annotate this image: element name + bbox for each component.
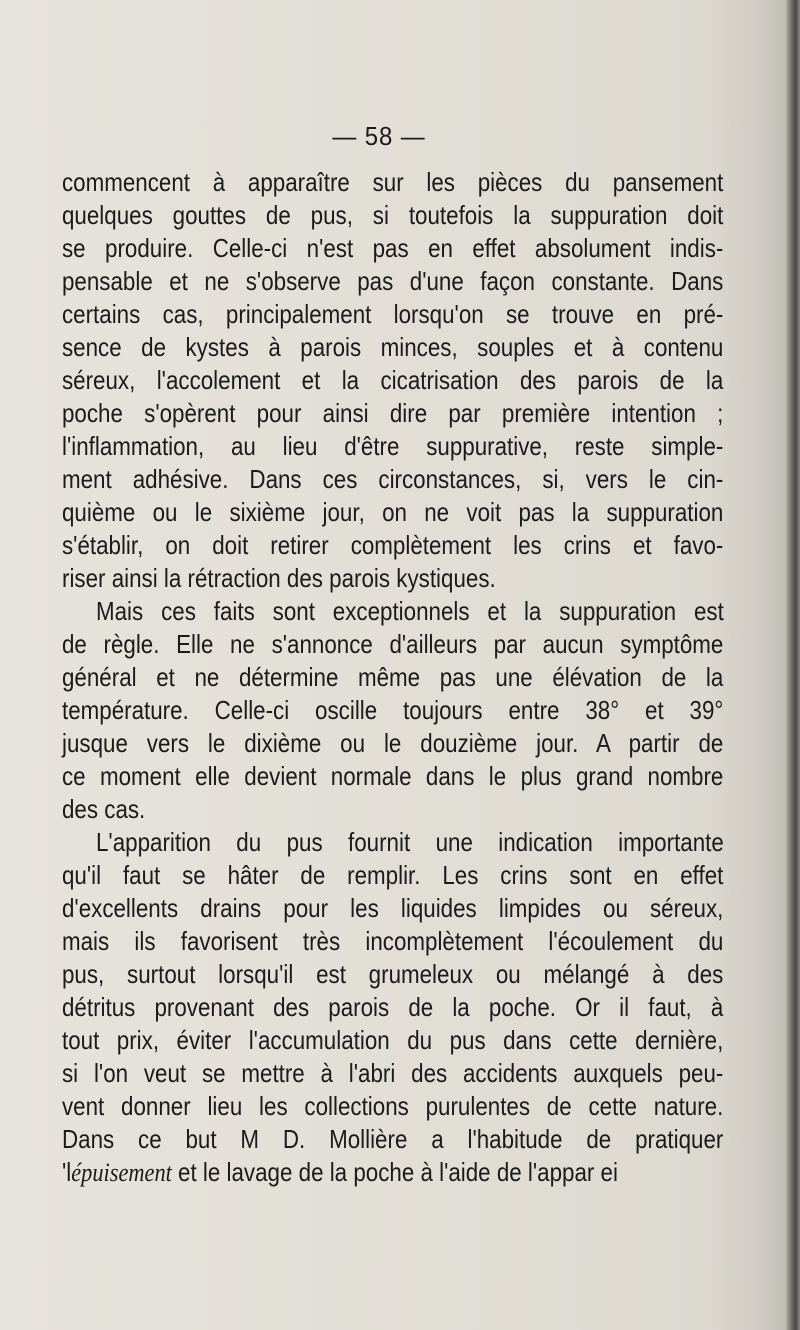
text-line: de règle. Elle ne s'annonce d'ailleurs par aucun symptôme [62,629,724,659]
text-line-last [62,1156,723,1188]
text-line: pensable et ne s'observe pas d'une façon constante. Dans [62,266,724,296]
text-line: riser ainsi la rétraction des parois kystiques. [62,563,496,593]
text-line: certains cas, principalement lorsqu'on se trouve en pré- [62,299,724,329]
text-line: sence de kystes à parois minces, souples et à contenu [62,332,724,362]
text-line: L'apparition du pus fournit une indication importante [96,827,724,857]
text-line: quième ou le sixième jour, on ne voit pas la suppuration [62,497,724,527]
text-line: Mais ces faits sont exceptionnels et la suppuration est [96,596,724,626]
italic-term: épuisement [71,1158,172,1187]
text-line: pus, surtout lorsqu'il est grumeleux ou mélangé à des [62,959,724,989]
text-rest: et le lavage de la poche à l'aide de l'appar ei [171,1157,618,1187]
text-line: se produire. Celle-ci n'est pas en effet absolument indis- [62,233,724,263]
text-line: tout prix, éviter l'accumulation du pus dans cette dernière, [62,1025,724,1055]
text-line: Dans ce but M D. Mollière a l'habitude de pratiquer [62,1124,724,1154]
text-line: vent donner lieu les collections purulentes de cette nature. [62,1091,724,1121]
text-line: poche s'opèrent pour ainsi dire par première intention ; [62,398,724,428]
text-line: d'excellents drains pour les liquides limpides ou séreux, [62,893,724,923]
text-line: si l'on veut se mettre à l'abri des accidents auxquels peu- [62,1058,724,1088]
text-line: mais ils favorisent très incomplètement l'écoulement du [62,926,724,956]
text-line: commencent à apparaître sur les pièces du pansement [62,167,724,197]
text-line: quelques gouttes de pus, si toutefois la suppuration doit [62,200,724,230]
text-line: ce moment elle devient normale dans le plus grand nombre [62,761,724,791]
text-line: jusque vers le dixième ou le douzième jour. A partir de [62,728,724,758]
text-line: l'inflammation, au lieu d'être suppurative, reste simple- [62,431,724,461]
text-line: température. Celle-ci oscille toujours entre 38° et 39° [62,695,724,725]
text-line: qu'il faut se hâter de remplir. Les crins sont en effet [62,860,724,890]
text-line: séreux, l'accolement et la cicatrisation des parois de la [62,365,724,395]
text-prefix: 'l [62,1157,72,1187]
text-line: ment adhésive. Dans ces circonstances, si, vers le cin- [62,464,724,494]
text-line: s'établir, on doit retirer complètement les crins et favo- [62,530,724,560]
text-line: des cas. [62,794,146,824]
text-line: détritus provenant des parois de la poche. Or il faut, à [62,992,724,1022]
text-line: général et ne détermine même pas une élévation de la [62,662,724,692]
page-edge-shadow [786,0,800,1330]
page-number: — 58 — [332,121,426,151]
